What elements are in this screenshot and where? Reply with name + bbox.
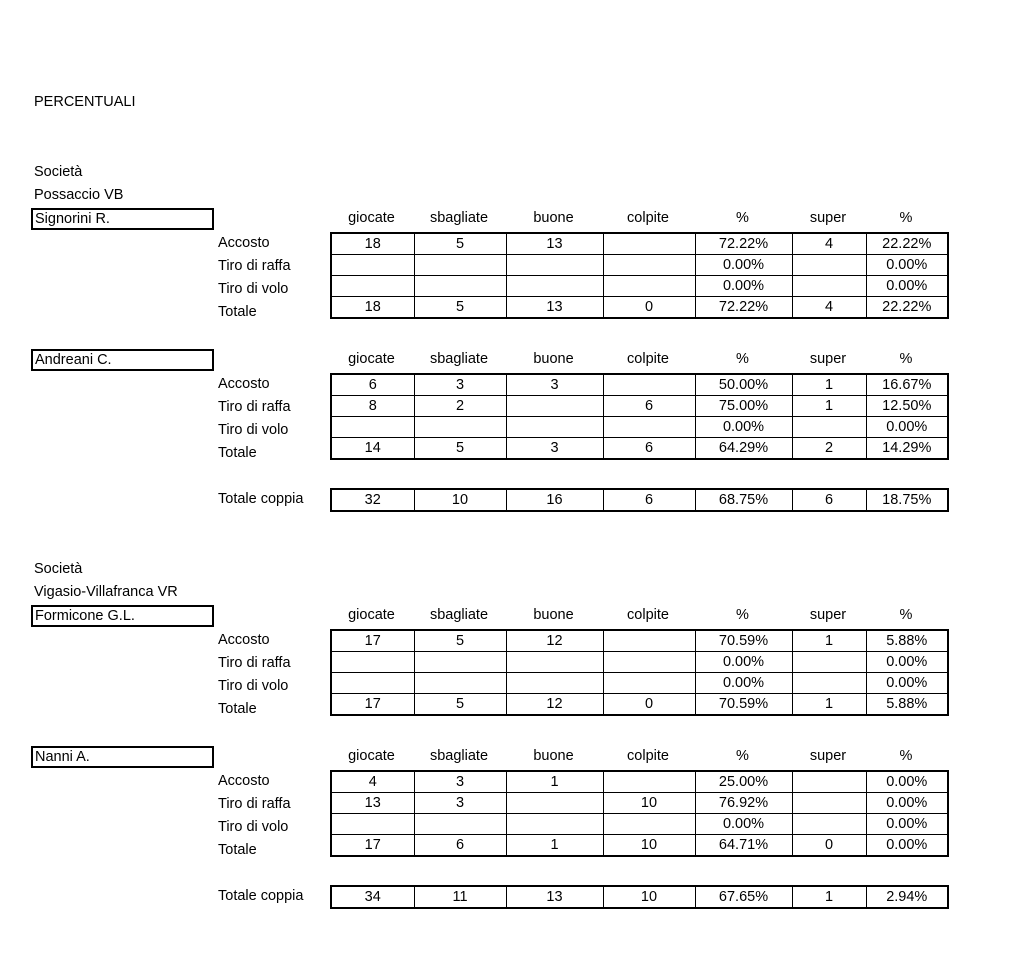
table-cell: 10: [414, 489, 506, 511]
table-cell: [603, 673, 695, 694]
table-cell: 22.22%: [866, 297, 948, 319]
table-cell: [414, 417, 506, 438]
table-cell: 1: [792, 694, 866, 716]
table-cell: 3: [506, 438, 603, 460]
row-label: Tiro di raffa: [218, 796, 291, 812]
player-stats-table: [330, 629, 949, 716]
table-row: [331, 374, 948, 396]
table-cell: 12: [506, 630, 603, 652]
table-cell: [792, 652, 866, 673]
table-cell: 3: [414, 793, 506, 814]
player-name-box: Signorini R.: [31, 208, 214, 230]
table-cell: [414, 652, 506, 673]
table-cell: [506, 276, 603, 297]
row-label: Totale: [218, 842, 257, 858]
row-label: Tiro di volo: [218, 819, 289, 835]
column-header: %: [899, 607, 913, 623]
table-cell: 5: [414, 297, 506, 319]
player-stats-table: [330, 770, 949, 857]
table-cell: 5.88%: [866, 630, 948, 652]
table-row: [331, 233, 948, 255]
table-cell: 0: [603, 297, 695, 319]
table-cell: 6: [603, 489, 695, 511]
table-cell: 0.00%: [866, 652, 948, 673]
column-header: sbagliate: [429, 607, 489, 623]
table-cell: 3: [506, 374, 603, 396]
column-header: sbagliate: [429, 351, 489, 367]
society-label: Società: [34, 164, 83, 180]
table-cell: 75.00%: [695, 396, 792, 417]
table-cell: [603, 374, 695, 396]
table-cell: 11: [414, 886, 506, 908]
column-header: %: [899, 748, 913, 764]
row-label: Tiro di raffa: [218, 655, 291, 671]
table-cell: 1: [792, 396, 866, 417]
table-row: [331, 835, 948, 857]
table-cell: [603, 276, 695, 297]
column-header: giocate: [348, 210, 395, 226]
table-cell: 4: [792, 233, 866, 255]
table-cell: 6: [603, 438, 695, 460]
table-cell: 17: [331, 630, 414, 652]
table-cell: [331, 652, 414, 673]
column-header: %: [736, 351, 749, 367]
column-header: super: [809, 607, 847, 623]
table-cell: 13: [506, 233, 603, 255]
column-header: giocate: [348, 607, 395, 623]
table-cell: 22.22%: [866, 233, 948, 255]
table-cell: [414, 276, 506, 297]
table-cell: 6: [414, 835, 506, 857]
table-cell: 0.00%: [866, 255, 948, 276]
column-header: giocate: [348, 351, 395, 367]
table-row: [331, 630, 948, 652]
table-cell: 4: [331, 771, 414, 793]
table-cell: 10: [603, 835, 695, 857]
table-cell: 0.00%: [695, 255, 792, 276]
pair-total-label: Totale coppia: [218, 491, 304, 507]
table-cell: [792, 255, 866, 276]
table-cell: 0: [792, 835, 866, 857]
column-header: buone: [533, 748, 574, 764]
column-header: colpite: [627, 351, 669, 367]
table-cell: 18: [331, 233, 414, 255]
table-cell: 0.00%: [866, 835, 948, 857]
row-label: Accosto: [218, 376, 270, 392]
table-cell: [792, 276, 866, 297]
row-label: Tiro di volo: [218, 678, 289, 694]
column-header: colpite: [627, 748, 669, 764]
table-row: [331, 438, 948, 460]
table-cell: [792, 417, 866, 438]
player-name-box: Nanni A.: [31, 746, 214, 768]
table-cell: 67.65%: [695, 886, 792, 908]
column-header: colpite: [627, 210, 669, 226]
table-cell: 70.59%: [695, 630, 792, 652]
column-header: %: [736, 210, 749, 226]
table-cell: [414, 673, 506, 694]
table-cell: 6: [792, 489, 866, 511]
row-label: Accosto: [218, 632, 270, 648]
table-cell: 13: [506, 297, 603, 319]
table-cell: [792, 771, 866, 793]
row-label: Accosto: [218, 235, 270, 251]
table-cell: 34: [331, 886, 414, 908]
column-header: super: [809, 210, 847, 226]
table-cell: 2: [792, 438, 866, 460]
row-label: Totale: [218, 701, 257, 717]
table-cell: [331, 673, 414, 694]
pair-total-table: [330, 885, 949, 909]
table-row: [331, 489, 948, 511]
table-cell: [603, 233, 695, 255]
table-row: [331, 673, 948, 694]
table-cell: 18.75%: [866, 489, 948, 511]
table-row: [331, 417, 948, 438]
table-cell: 5: [414, 233, 506, 255]
table-cell: 1: [506, 771, 603, 793]
table-cell: [331, 417, 414, 438]
table-cell: 0.00%: [866, 673, 948, 694]
table-cell: [792, 814, 866, 835]
table-cell: [506, 417, 603, 438]
column-header: super: [809, 748, 847, 764]
table-cell: 6: [603, 396, 695, 417]
table-cell: 32: [331, 489, 414, 511]
table-cell: 10: [603, 886, 695, 908]
pair-total-label: Totale coppia: [218, 888, 304, 904]
table-cell: 0.00%: [866, 276, 948, 297]
table-cell: [792, 793, 866, 814]
table-cell: 76.92%: [695, 793, 792, 814]
table-cell: 0.00%: [866, 771, 948, 793]
table-cell: [603, 417, 695, 438]
table-cell: 13: [506, 886, 603, 908]
table-cell: 6: [331, 374, 414, 396]
player-name-box: Formicone G.L.: [31, 605, 214, 627]
player-stats-table: [330, 373, 949, 460]
table-cell: 3: [414, 374, 506, 396]
player-stats-table: [330, 232, 949, 319]
table-row: [331, 793, 948, 814]
table-cell: 1: [792, 886, 866, 908]
table-cell: 17: [331, 694, 414, 716]
table-cell: 0: [603, 694, 695, 716]
column-header: buone: [533, 210, 574, 226]
society-label: Società: [34, 561, 83, 577]
table-cell: 72.22%: [695, 297, 792, 319]
table-cell: 0.00%: [866, 814, 948, 835]
table-row: [331, 255, 948, 276]
table-cell: 0.00%: [866, 793, 948, 814]
row-label: Accosto: [218, 773, 270, 789]
table-cell: 16.67%: [866, 374, 948, 396]
table-cell: 0.00%: [695, 673, 792, 694]
column-header: sbagliate: [429, 210, 489, 226]
table-cell: 0.00%: [695, 417, 792, 438]
table-cell: 0.00%: [695, 276, 792, 297]
table-cell: 1: [506, 835, 603, 857]
page-title: PERCENTUALI: [34, 94, 136, 110]
table-cell: 5: [414, 438, 506, 460]
table-cell: [506, 814, 603, 835]
row-label: Tiro di raffa: [218, 399, 291, 415]
table-cell: [414, 814, 506, 835]
table-cell: 64.29%: [695, 438, 792, 460]
table-cell: [506, 793, 603, 814]
table-cell: 68.75%: [695, 489, 792, 511]
table-cell: 8: [331, 396, 414, 417]
table-cell: 12: [506, 694, 603, 716]
table-cell: 2: [414, 396, 506, 417]
table-cell: 25.00%: [695, 771, 792, 793]
table-cell: 1: [792, 374, 866, 396]
table-cell: [603, 630, 695, 652]
table-cell: 5: [414, 694, 506, 716]
table-cell: 1: [792, 630, 866, 652]
table-cell: 12.50%: [866, 396, 948, 417]
table-cell: 70.59%: [695, 694, 792, 716]
table-cell: [603, 771, 695, 793]
table-cell: [603, 652, 695, 673]
column-header: giocate: [348, 748, 395, 764]
table-cell: 0.00%: [866, 417, 948, 438]
player-name-box: Andreani C.: [31, 349, 214, 371]
table-cell: [414, 255, 506, 276]
table-row: [331, 276, 948, 297]
table-cell: [506, 652, 603, 673]
table-cell: 17: [331, 835, 414, 857]
column-header: %: [899, 351, 913, 367]
table-row: [331, 886, 948, 908]
column-header: %: [736, 607, 749, 623]
table-cell: 0.00%: [695, 652, 792, 673]
pair-total-table: [330, 488, 949, 512]
column-header: sbagliate: [429, 748, 489, 764]
column-header: buone: [533, 351, 574, 367]
row-label: Tiro di volo: [218, 281, 289, 297]
row-label: Totale: [218, 304, 257, 320]
table-cell: 2.94%: [866, 886, 948, 908]
table-cell: 14.29%: [866, 438, 948, 460]
table-cell: 5: [414, 630, 506, 652]
table-cell: [331, 814, 414, 835]
table-cell: 72.22%: [695, 233, 792, 255]
society-name: Vigasio-Villafranca VR: [34, 584, 178, 600]
society-name: Possaccio VB: [34, 187, 124, 203]
column-header: colpite: [627, 607, 669, 623]
table-row: [331, 652, 948, 673]
table-cell: [792, 673, 866, 694]
table-cell: 18: [331, 297, 414, 319]
table-cell: [603, 255, 695, 276]
table-cell: 14: [331, 438, 414, 460]
column-header: %: [899, 210, 913, 226]
table-cell: 5.88%: [866, 694, 948, 716]
row-label: Totale: [218, 445, 257, 461]
table-cell: [331, 276, 414, 297]
table-cell: [506, 673, 603, 694]
row-label: Tiro di volo: [218, 422, 289, 438]
table-row: [331, 396, 948, 417]
table-cell: [603, 814, 695, 835]
table-cell: 13: [331, 793, 414, 814]
table-cell: 4: [792, 297, 866, 319]
table-row: [331, 297, 948, 319]
table-cell: 64.71%: [695, 835, 792, 857]
table-cell: [331, 255, 414, 276]
table-cell: [506, 255, 603, 276]
table-cell: 3: [414, 771, 506, 793]
table-cell: 10: [603, 793, 695, 814]
column-header: super: [809, 351, 847, 367]
table-row: [331, 771, 948, 793]
column-header: buone: [533, 607, 574, 623]
table-row: [331, 694, 948, 716]
table-row: [331, 814, 948, 835]
table-cell: 16: [506, 489, 603, 511]
table-cell: 0.00%: [695, 814, 792, 835]
table-cell: [506, 396, 603, 417]
row-label: Tiro di raffa: [218, 258, 291, 274]
table-cell: 50.00%: [695, 374, 792, 396]
column-header: %: [736, 748, 749, 764]
